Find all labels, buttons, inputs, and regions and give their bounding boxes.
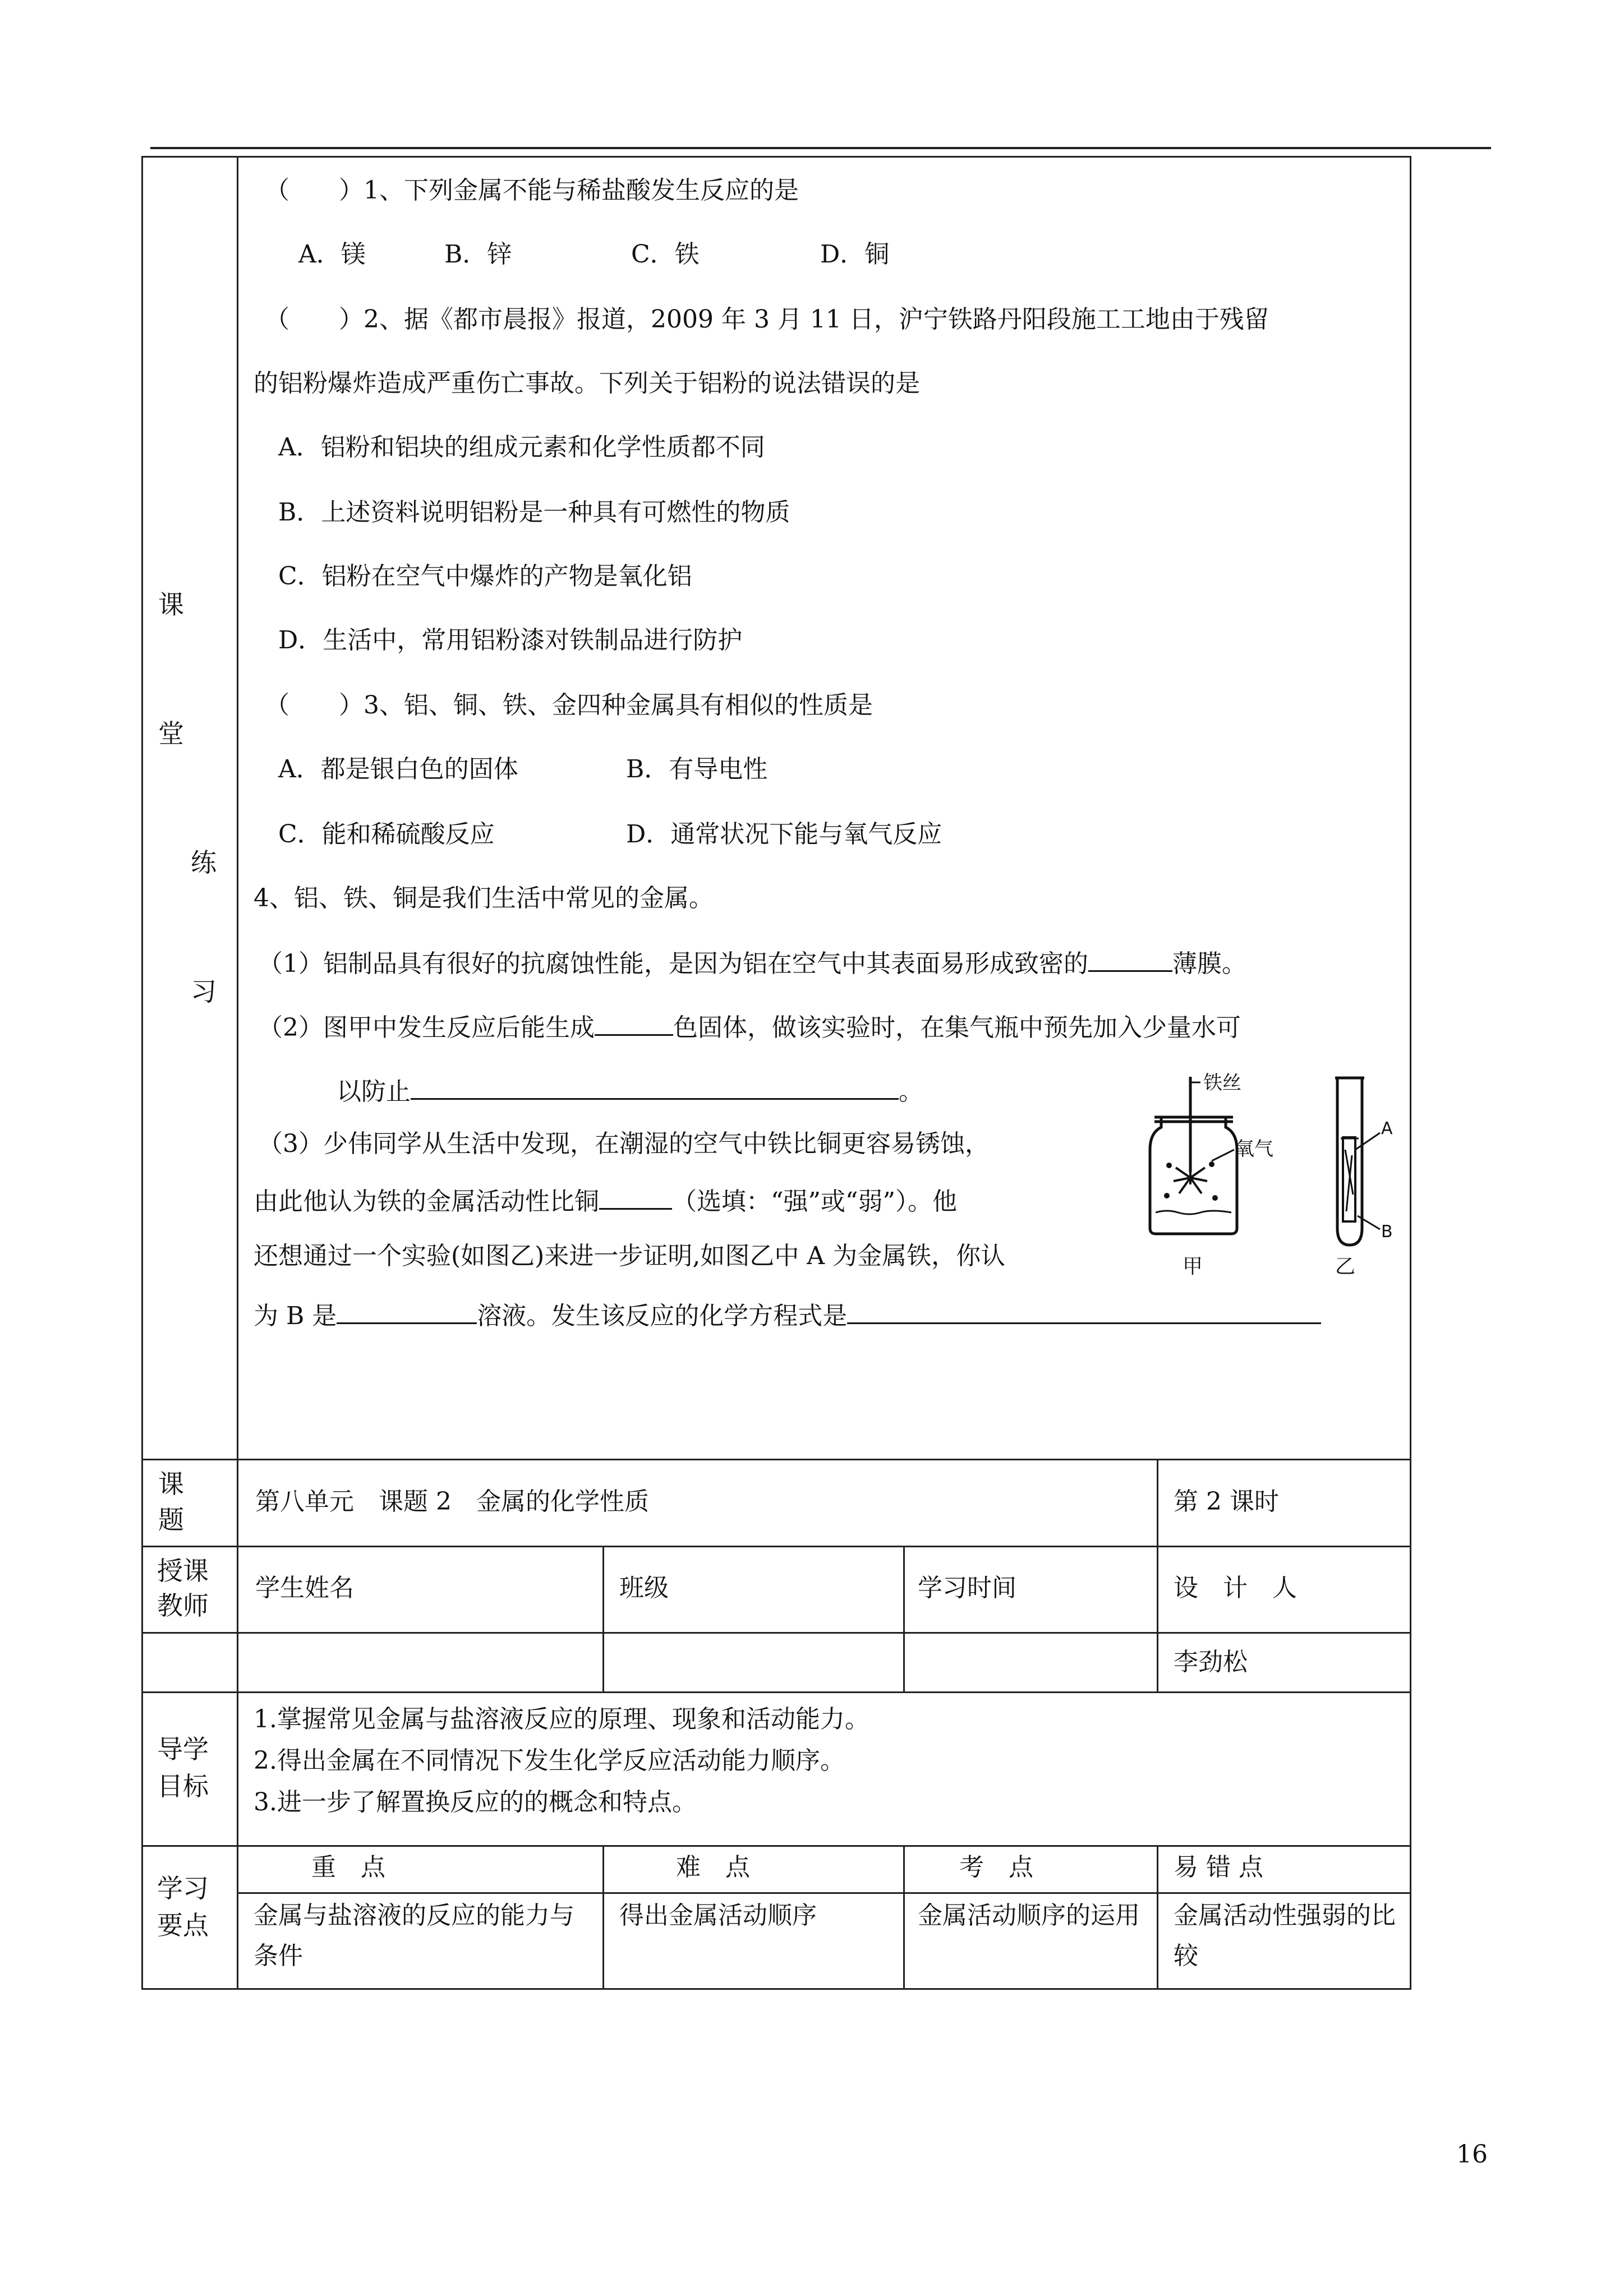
- wire-label: 铁丝: [1203, 1072, 1241, 1094]
- q4-stem: 4、铝、铁、铜是我们生活中常见的金属。: [254, 884, 714, 912]
- q4-part2-cont: [337, 1073, 923, 1109]
- q1-option-a: A．镁: [298, 240, 366, 269]
- q4-part3-line4-text: 为 B 是: [254, 1302, 337, 1330]
- q3-option-d: D．通常状况下能与氧气反应: [626, 820, 942, 849]
- practice-divider: [237, 156, 238, 1460]
- period: 第 2 课时: [1174, 1487, 1279, 1516]
- row-line: [141, 1632, 1411, 1634]
- row-line: [237, 1892, 1411, 1894]
- row-line: [141, 1845, 1411, 1847]
- label-b: B: [1381, 1222, 1393, 1242]
- points-value-exam: 金属活动顺序的运用: [918, 1901, 1140, 1930]
- header-rule: [150, 147, 1491, 149]
- q3-stem: （ ）3、铝、铜、铁、金四种金属具有相似的性质是: [265, 691, 873, 720]
- col-class: 班级: [619, 1574, 669, 1602]
- q4-part1-text: （1）铝制品具有很好的抗腐蚀性能，是因为铝在空气中其表面易形成致密的: [258, 949, 1088, 978]
- q4-part1-blank: [1088, 946, 1172, 972]
- goal-item: 1.掌握常见金属与盐溶液反应的原理、现象和活动能力。: [254, 1705, 869, 1733]
- col-student-name: 学生姓名: [255, 1574, 354, 1602]
- q4-part3-line3: 还想通过一个实验(如图乙)来进一步证明,如图乙中 A 为金属铁，你认: [254, 1242, 1006, 1270]
- points-value-key: 金属与盐溶液的反应的能力与条件: [254, 1901, 574, 1970]
- goal-item: 2.得出金属在不同情况下发生化学反应活动能力顺序。: [254, 1746, 845, 1775]
- designer-name: 李劲松: [1174, 1648, 1248, 1676]
- q4-part3-line2-blank: [599, 1183, 672, 1210]
- q1-option-d: D．铜: [820, 240, 890, 269]
- points-header-error: 易 错 点: [1174, 1853, 1263, 1882]
- q2-stem-line2: 的铝粉爆炸造成严重伤亡事故。下列关于铝粉的说法错误的是: [254, 369, 920, 398]
- col-line: [602, 1845, 604, 1990]
- points-value-difficult: 得出金属活动顺序: [619, 1901, 817, 1930]
- q3-option-b: B．有导电性: [626, 755, 768, 783]
- col-line: [1157, 1845, 1158, 1990]
- q4-part3-line4: [254, 1298, 1321, 1333]
- q4-part2-text: （2）图甲中发生反应后能生成: [258, 1013, 595, 1042]
- q4-part1-tail: 薄膜。: [1172, 949, 1246, 978]
- col-line: [903, 1845, 905, 1990]
- points-header-exam: 考 点: [959, 1853, 1033, 1882]
- experiment-figure: [1128, 1066, 1419, 1290]
- q4-part3-line4-blank: [337, 1298, 477, 1324]
- practice-label: 课 堂 练 习: [151, 589, 191, 1007]
- practice-label-char: 课: [158, 589, 184, 620]
- q4-part3-line4-tail: 溶液。发生该反应的化学方程式是: [477, 1302, 848, 1330]
- q4-part3-line2-tail: （选填：“强”或“弱”）。他: [672, 1187, 957, 1216]
- points-header-difficult: 难 点: [676, 1853, 750, 1882]
- q4-part1: [258, 946, 1246, 981]
- q4-part2-blank: [595, 1009, 673, 1036]
- col-line: [602, 1546, 604, 1691]
- q1-option-c: C．铁: [631, 240, 700, 269]
- col-designer: 设 计 人: [1174, 1574, 1297, 1602]
- test-tube-diagram: [1335, 1078, 1364, 1245]
- col-line: [1157, 1459, 1158, 1691]
- q1-stem: （ ）1、下列金属不能与稀盐酸发生反应的是: [265, 176, 799, 205]
- teacher-label: 授课教师: [157, 1556, 209, 1621]
- label-a: A: [1381, 1119, 1393, 1138]
- q4-part2-cont-text: 以防止: [337, 1077, 411, 1106]
- page-number: 16: [1456, 2140, 1488, 2169]
- q4-part3-line2-text: 由此他认为铁的金属活动性比铜: [254, 1187, 599, 1216]
- points-label: 学习要点: [157, 1873, 209, 1940]
- col-line: [903, 1546, 905, 1691]
- gas-label-pointer: [1212, 1150, 1234, 1161]
- caption-left: 甲: [1183, 1255, 1203, 1278]
- q4-part2-cont-blank: [411, 1073, 899, 1100]
- goals-label: 导学目标: [157, 1734, 209, 1801]
- q3-option-c: C．能和稀硫酸反应: [278, 820, 495, 849]
- q4-part2-cont-tail: 。: [899, 1077, 923, 1106]
- q1-option-b: B．锌: [444, 240, 512, 269]
- col-study-time: 学习时间: [918, 1574, 1016, 1602]
- points-value-error: 金属活动性强弱的比较: [1174, 1901, 1396, 1970]
- col-line: [237, 1459, 238, 1990]
- caption-right: 乙: [1335, 1255, 1356, 1278]
- q2-option-a: A．铝粉和铝块的组成元素和化学性质都不同: [278, 433, 765, 462]
- q2-stem-line1: （ ）2、据《都市晨报》报道，2009 年 3 月 11 日，沪宁铁路丹阳段施工工地由于残留: [265, 305, 1269, 334]
- q2-option-c: C．铝粉在空气中爆炸的产物是氧化铝: [278, 562, 692, 591]
- topic-title: 第八单元 课题 2 金属的化学性质: [255, 1487, 649, 1516]
- q4-equation-blank: [847, 1298, 1321, 1324]
- q4-part3-line1: （3）少伟同学从生活中发现，在潮湿的空气中铁比铜更容易锈蚀，: [258, 1129, 990, 1158]
- label-a-pointer: [1355, 1133, 1380, 1150]
- q4-part3-line2: [254, 1183, 957, 1219]
- q4-part2: [258, 1009, 1241, 1045]
- row-line: [141, 1691, 1411, 1693]
- q2-option-d: D．生活中，常用铝粉漆对铁制品进行防护: [278, 626, 743, 654]
- points-header-key: 重 点: [311, 1853, 385, 1882]
- goal-item: 3.进一步了解置换反应的的概念和特点。: [254, 1788, 697, 1816]
- q2-option-b: B．上述资料说明铝粉是一种具有可燃性的物质: [278, 498, 790, 527]
- q4-part2-tail: 色固体，做该实验时，在集气瓶中预先加入少量水可: [673, 1013, 1241, 1042]
- topic-label: 课题: [158, 1469, 184, 1535]
- practice-label-char: 堂: [158, 718, 184, 749]
- q3-option-a: A．都是银白色的固体: [278, 755, 518, 783]
- gas-label: 氧气: [1235, 1138, 1273, 1160]
- row-line: [141, 1546, 1411, 1547]
